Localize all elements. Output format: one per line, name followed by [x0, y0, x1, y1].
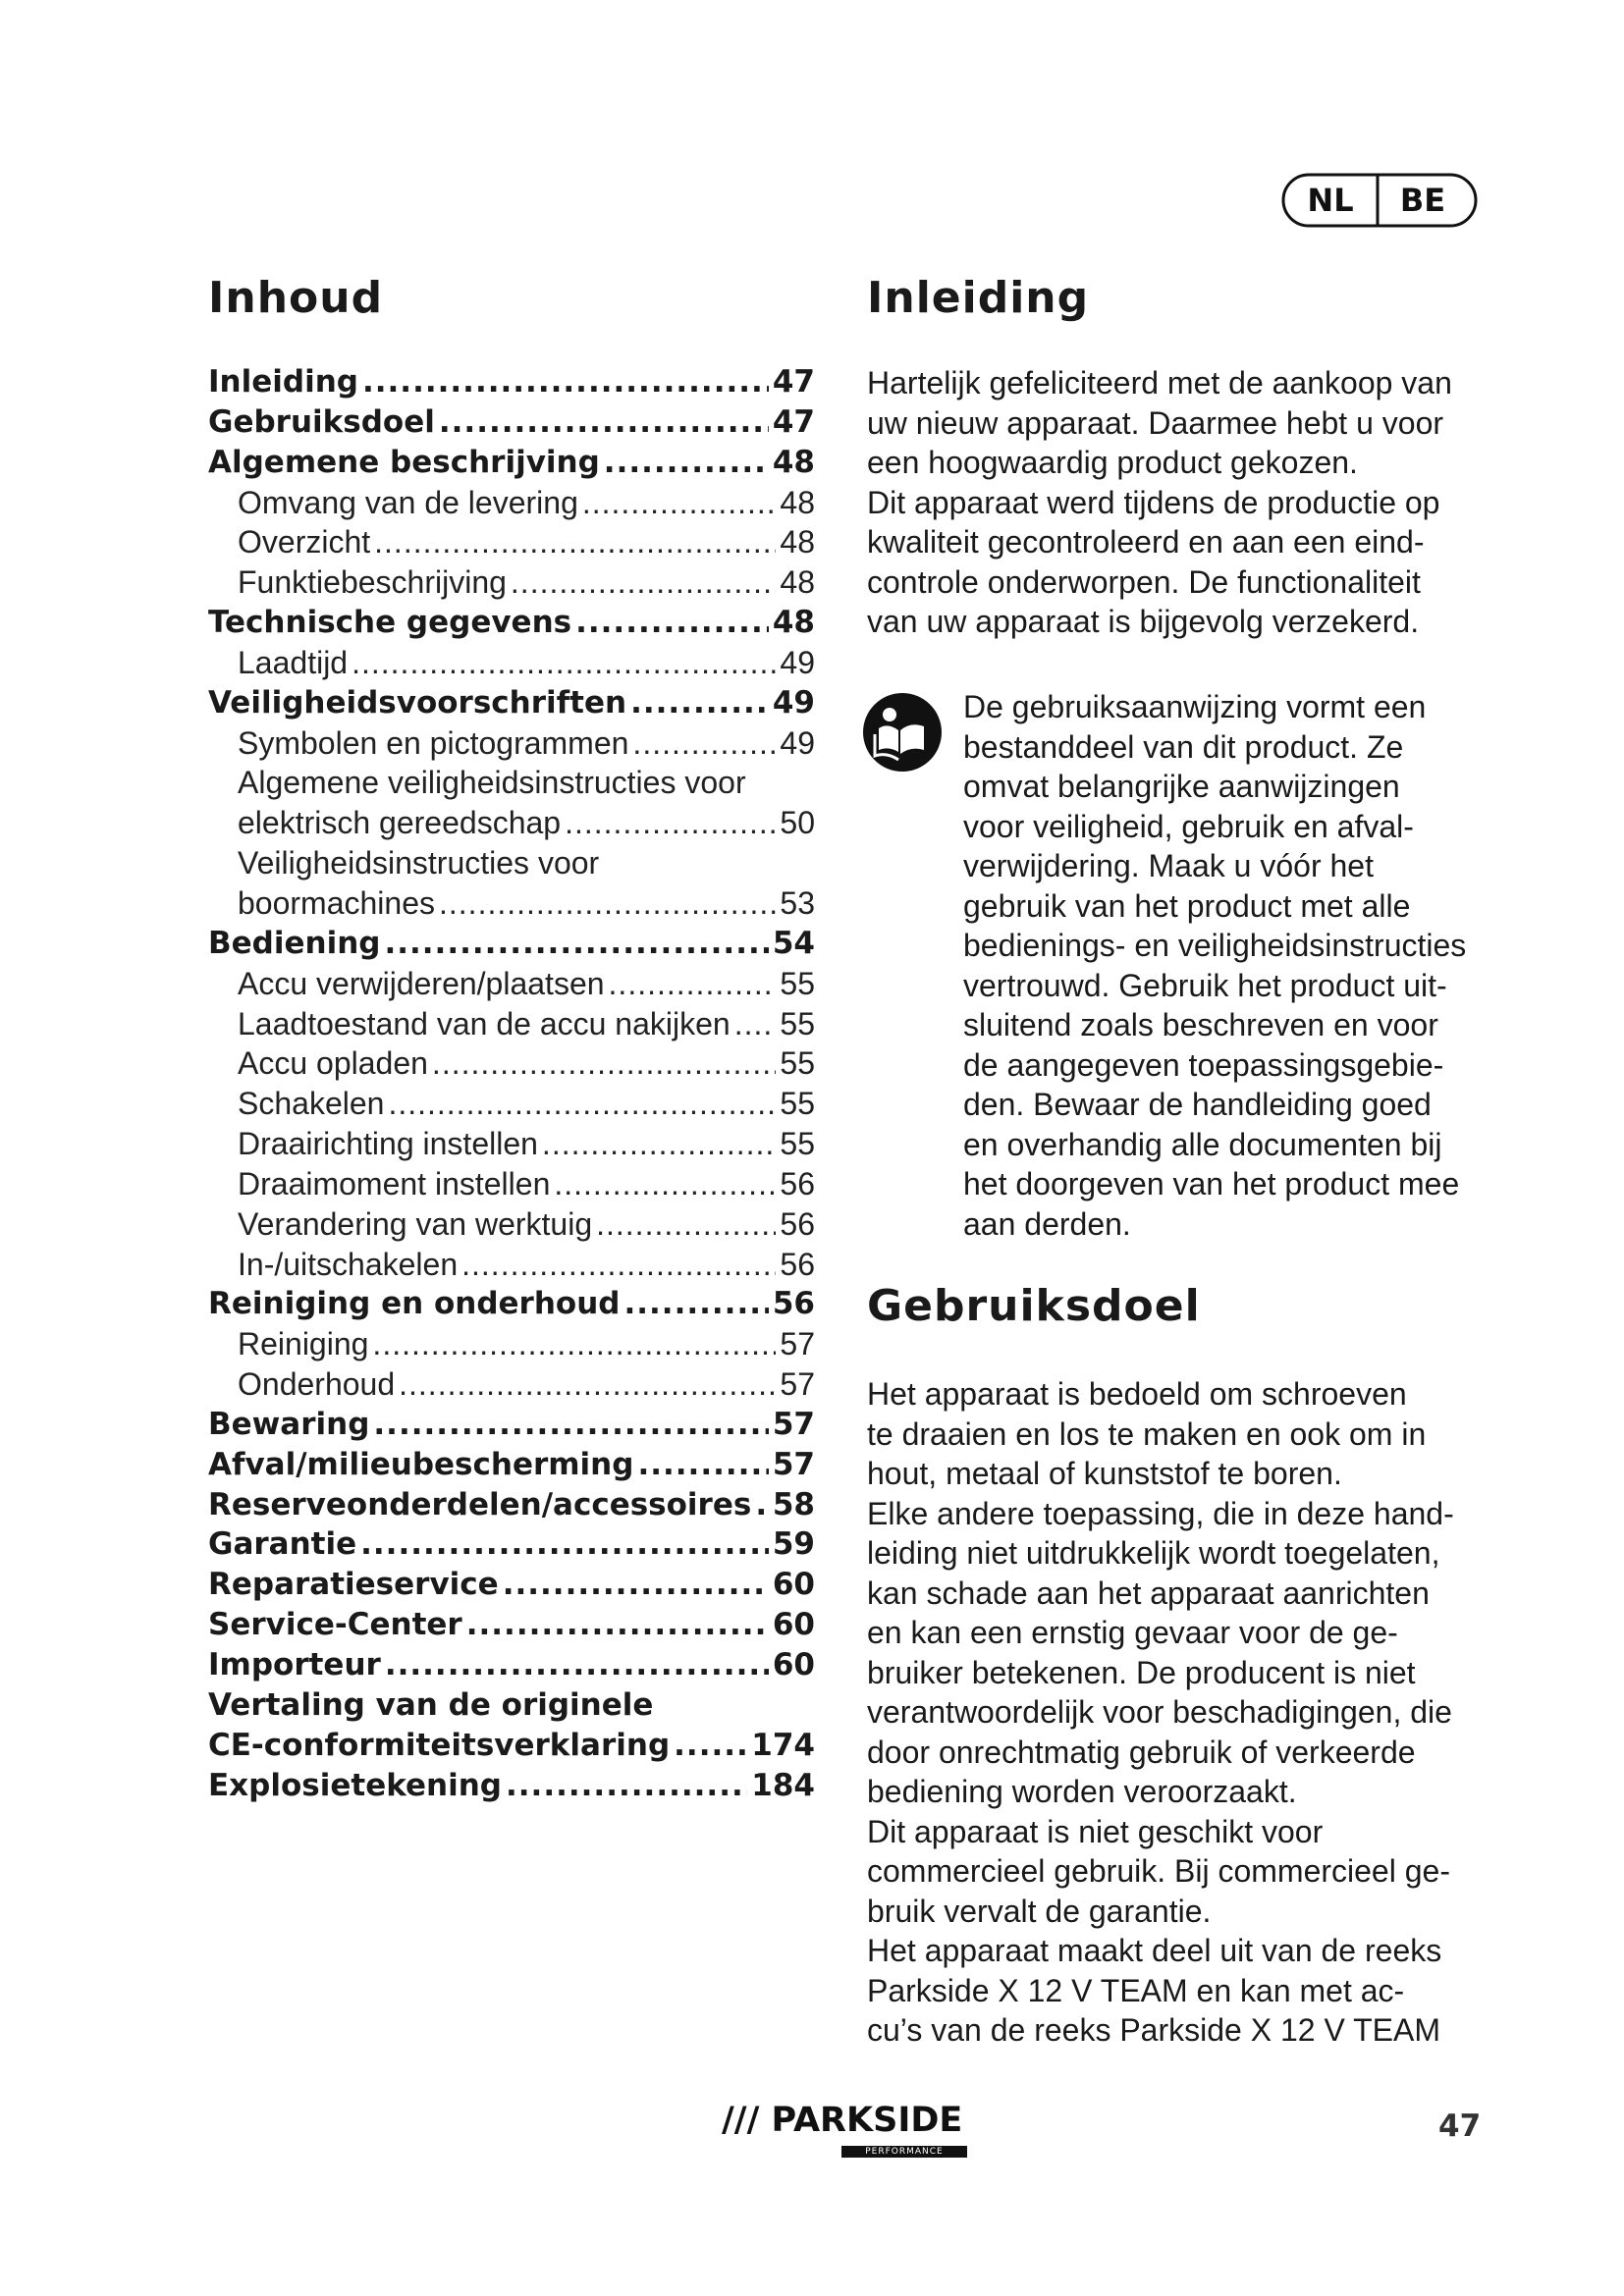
text-line: kwaliteit gecontroleerd en aan een eind- [867, 524, 1425, 560]
text-line: Het apparaat is bedoeld om schroeven [867, 1376, 1407, 1412]
toc-dot-leader [384, 926, 768, 961]
toc-entry [208, 1728, 815, 1768]
text-line: Elke andere toepassing, die in deze hand- [867, 1495, 1454, 1531]
toc-entry [208, 524, 815, 564]
toc-entry [208, 966, 815, 1006]
toc-entry-title: Verandering van werktuig [238, 1205, 593, 1242]
toc-entry [208, 1487, 815, 1527]
text-line: voor veiligheid, gebruik en afval- [963, 808, 1414, 844]
toc-entry [208, 1045, 815, 1086]
language-badge-first: NL [1307, 182, 1354, 219]
toc-heading: Inhoud [208, 273, 384, 323]
toc-entry-page: 57 [772, 1406, 815, 1442]
intro-heading: Inleiding [867, 273, 1090, 323]
toc-entry-title: Veiligheidsvoorschriften [208, 684, 627, 721]
toc-dot-leader [755, 1487, 769, 1522]
toc-entry-title: Inleiding [208, 364, 358, 400]
toc-entry-title: Accu opladen [238, 1045, 428, 1082]
toc-entry-title: boormachines [238, 884, 435, 921]
toc-dot-leader [506, 1768, 747, 1803]
toc-entry [208, 1768, 815, 1808]
text-line: omvat belangrijke aanwijzingen [963, 769, 1400, 804]
toc-entry [208, 605, 815, 645]
text-line: controle onderworpen. De functionaliteit [867, 563, 1421, 600]
toc-entry-page: 48 [780, 484, 815, 520]
toc-entry [208, 1006, 815, 1046]
toc-dot-leader [374, 524, 776, 561]
toc-dot-leader [623, 1286, 768, 1321]
toc-entry [208, 1126, 815, 1166]
toc-entry-title: Afval/milieubescherming [208, 1446, 634, 1482]
toc-entry [208, 1166, 815, 1206]
text-line: bestanddeel van dit product. Ze [963, 728, 1404, 765]
toc-dot-leader [399, 1366, 776, 1403]
page-number: 47 [1438, 2109, 1482, 2144]
toc-entry-title: Importeur [208, 1647, 381, 1682]
toc-entry-title: Algemene veiligheidsinstructies voor [238, 765, 746, 801]
toc-entry [208, 1326, 815, 1366]
toc-dot-leader [388, 1086, 776, 1122]
table-of-contents [208, 364, 815, 1807]
toc-entry-title: Omvang van de levering [238, 484, 578, 520]
text-line: sluitend zoals beschreven en voor [963, 1007, 1438, 1042]
toc-entry-title: Bediening [208, 925, 381, 961]
toc-entry-title: Explosietekening [208, 1767, 502, 1803]
text-line: van uw apparaat is bijgevolg verzekerd. [867, 604, 1420, 639]
toc-dot-leader [432, 1045, 776, 1082]
language-badge [1281, 172, 1478, 229]
text-line: kan schade aan het apparaat aanrichten [867, 1575, 1430, 1611]
toc-dot-leader [542, 1126, 776, 1162]
toc-dot-leader [596, 1206, 776, 1243]
toc-entry [208, 1687, 815, 1728]
text-line: het doorgeven van het product mee [963, 1166, 1460, 1201]
text-line: Parkside X 12 V TEAM en kan met ac- [867, 1972, 1405, 2008]
toc-entry [208, 1647, 815, 1687]
toc-entry-page: 48 [772, 605, 815, 641]
text-line: een hoogwaardig product gekozen. [867, 445, 1358, 480]
toc-entry-title: Garantie [208, 1526, 357, 1563]
text-line: vertrouwd. Gebruik het product uit- [963, 967, 1447, 1003]
parkside-logo [722, 2101, 967, 2160]
toc-entry-title: Reiniging [238, 1326, 369, 1362]
toc-dot-leader [630, 685, 769, 721]
toc-entry [208, 1286, 815, 1326]
toc-entry-page: 60 [772, 1647, 815, 1682]
toc-entry-title: Gebruiksdoel [208, 403, 435, 440]
toc-entry [208, 1526, 815, 1567]
toc-entry-title: In-/uitschakelen [238, 1246, 459, 1282]
text-line: bruiker betekenen. De producent is niet [867, 1654, 1416, 1690]
toc-entry-page: 60 [772, 1607, 815, 1643]
text-line: gebruik van het product met alle [963, 887, 1411, 924]
toc-entry [208, 1206, 815, 1247]
toc-entry-page: 55 [780, 1005, 815, 1041]
toc-entry [208, 885, 815, 926]
toc-entry [208, 1607, 815, 1647]
text-line: bedienings- en veiligheidsinstructies [963, 928, 1467, 963]
toc-dot-leader [565, 805, 776, 841]
toc-entry-title: Vertaling van de originele [208, 1686, 654, 1723]
toc-entry-page: 56 [780, 1165, 815, 1201]
toc-entry [208, 1447, 815, 1487]
intro-text [867, 363, 1495, 642]
toc-entry-page: 56 [780, 1205, 815, 1242]
toc-entry-page: 47 [772, 403, 815, 440]
text-line: cu’s van de reeks Parkside X 12 V TEAM [867, 2012, 1440, 2048]
toc-dot-leader [609, 966, 777, 1002]
toc-dot-leader [461, 1247, 776, 1283]
toc-entry-page: 57 [772, 1446, 815, 1482]
toc-entry [208, 845, 815, 885]
toc-entry-title: Reiniging en onderhoud [208, 1286, 621, 1322]
toc-entry [208, 926, 815, 966]
toc-entry [208, 364, 815, 404]
read-manual-icon [861, 691, 944, 774]
toc-entry [208, 564, 815, 605]
usage-text [867, 1374, 1495, 2051]
toc-entry-title: Reparatieservice [208, 1567, 499, 1603]
toc-entry-page: 184 [751, 1767, 815, 1803]
text-line: hout, metaal of kunststof te boren. [867, 1456, 1342, 1491]
text-line: te draaien en los te maken en ook om in [867, 1415, 1427, 1452]
toc-entry-page: 53 [780, 884, 815, 921]
toc-dot-leader [554, 1166, 776, 1202]
text-line: Het apparaat maakt deel uit van de reeks [867, 1933, 1442, 1968]
toc-entry-title: Bewaring [208, 1406, 370, 1442]
toc-dot-leader [734, 1006, 777, 1042]
toc-dot-leader [439, 885, 776, 922]
toc-entry [208, 1366, 815, 1407]
toc-entry-page: 50 [780, 805, 815, 841]
text-line: leiding niet uitdrukkelijk wordt toegelaten, [867, 1535, 1440, 1571]
toc-dot-leader [372, 1326, 776, 1362]
toc-entry-page: 49 [780, 724, 815, 761]
toc-entry [208, 1086, 815, 1126]
text-line: verwijdering. Maak u vóór het [963, 848, 1374, 883]
toc-entry-page: 56 [772, 1286, 815, 1322]
manual-notice-text [963, 687, 1493, 1244]
toc-entry-page: 60 [772, 1567, 815, 1603]
text-line: Dit apparaat werd tijdens de productie op [867, 484, 1440, 520]
toc-entry-page: 55 [780, 965, 815, 1001]
toc-dot-leader [582, 485, 777, 521]
toc-entry-page: 57 [780, 1366, 815, 1403]
toc-entry-page: 54 [772, 925, 815, 961]
toc-entry-title: Overzicht [238, 524, 371, 561]
toc-entry-title: Schakelen [238, 1086, 385, 1122]
toc-entry-page: 174 [751, 1727, 815, 1763]
brand-name: /// PARKSIDE [722, 2101, 963, 2140]
toc-entry [208, 485, 815, 525]
text-line: en kan een ernstig gevaar voor de ge- [867, 1615, 1398, 1650]
toc-entry-title: Reserveonderdelen/accessoires [208, 1486, 752, 1522]
toc-entry-title: Onderhoud [238, 1366, 396, 1403]
toc-dot-leader [674, 1728, 747, 1763]
brand-subline: PERFORMANCE [841, 2146, 967, 2158]
toc-entry-title: Service-Center [208, 1607, 462, 1643]
text-line: De gebruiksaanwijzing vormt een [963, 689, 1427, 724]
toc-entry-title: Symbolen en pictogrammen [238, 724, 629, 761]
toc-entry-title: CE-conformiteitsverklaring [208, 1727, 671, 1763]
text-line: den. Bewaar de handleiding goed [963, 1087, 1432, 1122]
toc-dot-leader [466, 1607, 769, 1642]
toc-entry [208, 404, 815, 445]
toc-entry [208, 1407, 815, 1447]
language-badge-second: BE [1399, 182, 1446, 219]
toc-entry [208, 1247, 815, 1287]
toc-entry-title: Laadtijd [238, 644, 349, 680]
toc-entry [208, 725, 815, 766]
text-line: bruik vervalt de garantie. [867, 1893, 1212, 1929]
toc-entry-page: 55 [780, 1126, 815, 1162]
toc-dot-leader [604, 445, 769, 480]
toc-dot-leader [360, 1526, 769, 1562]
text-line: bediening worden veroorzaakt. [867, 1774, 1297, 1809]
text-line: commercieel gebruik. Bij commercieel ge- [867, 1853, 1450, 1889]
text-line: en overhandig alle documenten bij [963, 1126, 1442, 1162]
toc-dot-leader [632, 725, 776, 762]
toc-entry-title: Technische gegevens [208, 605, 572, 641]
toc-entry-page: 59 [772, 1526, 815, 1563]
toc-entry [208, 765, 815, 805]
toc-entry-page: 55 [780, 1045, 815, 1082]
toc-dot-leader [637, 1447, 768, 1482]
toc-dot-leader [352, 645, 776, 681]
text-line: uw nieuw apparaat. Daarmee hebt u voor [867, 404, 1444, 441]
toc-entry-title: Draairichting instellen [238, 1126, 538, 1162]
usage-heading: Gebruiksdoel [867, 1281, 1201, 1331]
toc-dot-leader [511, 564, 777, 601]
toc-entry-page: 48 [780, 564, 815, 601]
toc-dot-leader [373, 1407, 768, 1442]
toc-entry-title: elektrisch gereedschap [238, 805, 562, 841]
toc-entry-page: 49 [772, 684, 815, 721]
toc-entry-title: Veiligheidsinstructies voor [238, 845, 600, 881]
toc-entry-title: Funktiebeschrijving [238, 564, 507, 601]
toc-entry-page: 55 [780, 1086, 815, 1122]
toc-entry-title: Accu verwijderen/plaatsen [238, 965, 605, 1001]
toc-dot-leader [439, 404, 769, 440]
toc-entry [208, 805, 815, 845]
text-line: verantwoordelijk voor beschadigingen, die [867, 1694, 1452, 1730]
toc-entry-page: 56 [780, 1246, 815, 1282]
toc-entry-page: 48 [780, 524, 815, 561]
toc-entry-page: 57 [780, 1326, 815, 1362]
text-line: Dit apparaat is niet geschikt voor [867, 1813, 1324, 1849]
toc-entry [208, 1567, 815, 1607]
toc-dot-leader [362, 364, 769, 400]
toc-dot-leader [385, 1647, 769, 1682]
toc-entry [208, 445, 815, 485]
text-line: de aangegeven toepassingsgebie- [963, 1046, 1444, 1083]
toc-entry [208, 685, 815, 725]
toc-entry-page: 49 [780, 644, 815, 680]
text-line: door onrechtmatig gebruik of verkeerde [867, 1734, 1416, 1770]
toc-entry-title: Draaimoment instellen [238, 1165, 551, 1201]
toc-entry-page: 47 [772, 364, 815, 400]
toc-entry [208, 645, 815, 685]
toc-dot-leader [575, 605, 769, 640]
toc-dot-leader [503, 1567, 769, 1602]
toc-entry-title: Laadtoestand van de accu nakijken [238, 1005, 731, 1041]
text-line: Hartelijk gefeliciteerd met de aankoop van [867, 365, 1452, 400]
text-line: aan derden. [963, 1205, 1131, 1242]
toc-entry-page: 58 [772, 1486, 815, 1522]
toc-entry-page: 48 [772, 444, 815, 480]
toc-entry-title: Algemene beschrijving [208, 444, 600, 480]
